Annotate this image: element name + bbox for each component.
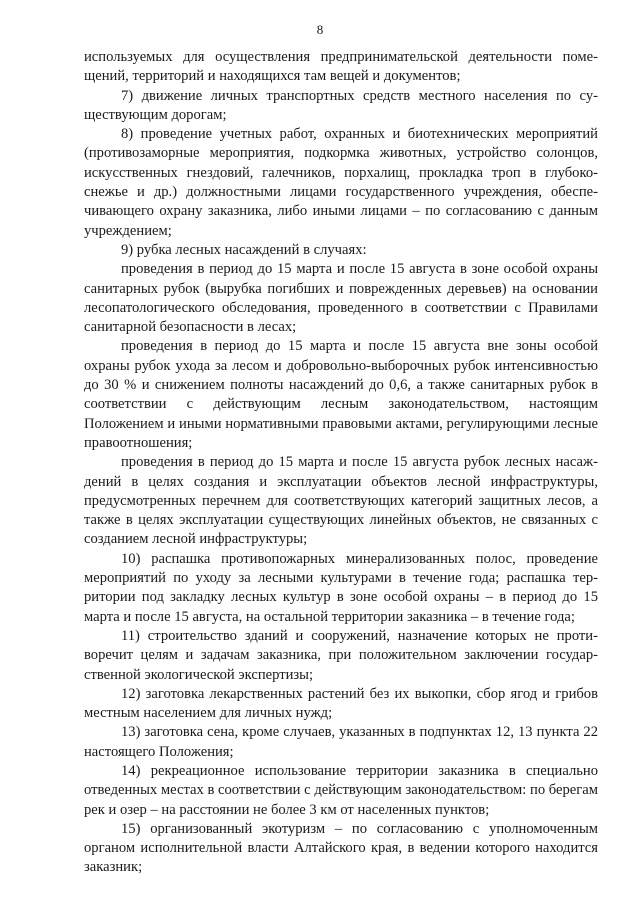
paragraph: проведения в период до 15 марта и после 15 августа вне зоны особой охраны рубок ухода за лесом и добровольно-выборочных рубок интенсивностью до 30 % и снижением полноты насаждений до 0,6, а также санитарных рубок в соответствии с действующим лесным законодательством, настоящим Положением и иными нормативными правовыми актами, регулирующими лесные правоотношения;	[84, 338, 598, 451]
paragraph: 12) заготовка лекарственных растений без их выкопки, сбор ягод и грибов местным населением для личных нужд;	[84, 685, 598, 722]
paragraph: 14) рекреационное использование территории заказника в специально отведенных местах в соответствии с действующим законодательством: по берегам рек и озер – на расстоянии не более 3 км от населенных пунктов;	[84, 762, 598, 818]
paragraph: проведения в период до 15 марта и после 15 августа рубок лесных насаждений в целях создания и эксплуатации объектов лесной инфраструктуры, предусмотренных перечнем для соответствующих категорий защитных лесов, а также в целях эксплуатации существующих линейных объектов, не связанных с созданием лесной инфраструктуры;	[84, 454, 598, 548]
paragraph: проведения в период до 15 марта и после 15 августа в зоне особой охраны санитарных рубок (вырубка погибших и поврежденных деревьев) на основании лесопатологического обследования, проведенного в соответствии с Правилами санитарной безопасности в лесах;	[84, 261, 598, 336]
paragraph: 10) распашка противопожарных минерализованных полос, проведение мероприятий по уходу за лесными культурами в течение года; распашка территории под закладку лесных культур в зоне особой охраны – в период до 15 марта и после 15 августа, на остальной территории заказника – в течение года;	[84, 550, 598, 625]
paragraph: 8) проведение учетных работ, охранных и биотехнических мероприятий (противозаморные мероприятия, подкормка животных, устройство солонцов, искусственных гнездовий, галечников, порхалищ, прокладка троп в глубокоснежье и др.) должностными лицами государственного учреждения, обеспечивающего охрану заказника, либо иными лицами – по согласованию с данным учреждением;	[84, 126, 598, 239]
paragraph: используемых для осуществления предпринимательской деятельности помещений, территорий и находящихся там вещей и документов;	[84, 49, 598, 85]
paragraph: 7) движение личных транспортных средств местного населения по существующим дорогам;	[84, 87, 598, 123]
paragraph: 15) организованный экотуризм – по согласованию с уполномоченным органом исполнительной власти Алтайского края, в ведении которого находится заказник;	[84, 820, 598, 876]
paragraph: 11) строительство зданий и сооружений, назначение которых не противоречит целям и задачам заказника, при положительном заключении государственной экологической экспертизы;	[84, 627, 598, 683]
paragraph: 9) рубка лесных насаждений в случаях:	[121, 241, 367, 258]
paragraph: 13) заготовка сена, кроме случаев, указанных в подпунктах 12, 13 пункта 22 настоящего Положения;	[84, 724, 598, 760]
document-body	[84, 48, 598, 878]
page-number: 8	[316, 22, 324, 37]
